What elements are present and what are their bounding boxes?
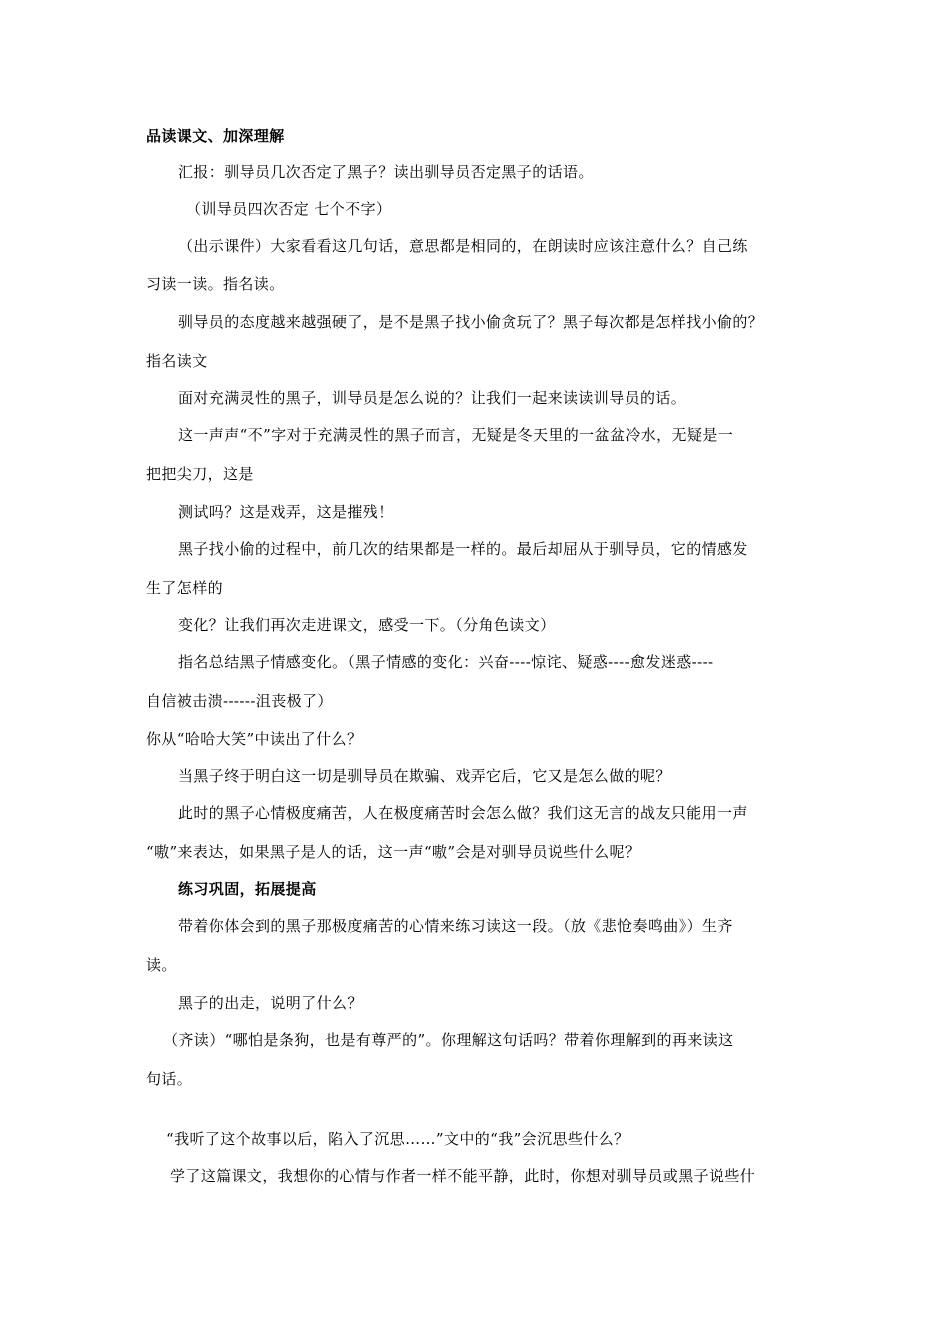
paragraph-role-reading: 变化？让我们再次走进课文，感受一下。（分角色读文）	[178, 616, 556, 634]
paragraph-deception: 当黑子终于明白这一切是驯导员在欺骗、戏弄它后，它又是怎么做的呢？	[178, 767, 671, 785]
paragraph-departure-question: 黑子的出走，说明了什么？	[178, 994, 363, 1012]
paragraph-test-question: 测试吗？这是戏弄，这是摧残！	[178, 503, 394, 521]
paragraph-face-spirit: 面对充满灵性的黑子，训导员是怎么说的？让我们一起来读读训导员的话。	[178, 389, 687, 407]
paragraph-attitude-line1: 驯导员的态度越来越强硬了，是不是黑子找小偷贪玩了？黑子每次都是怎样找小偷的？	[178, 313, 764, 331]
paragraph-emotion-change-line1: 指名总结黑子情感变化。（黑子情感的变化：兴奋----惊诧、疑惑----愈发迷惑----	[178, 653, 714, 671]
paragraph-pain-line2: “嗷”来表达，如果黑子是人的话，这一声“嗷”会是对驯导员说些什么呢？	[146, 843, 641, 861]
paragraph-pain-line1: 此时的黑子心情极度痛苦，人在极度痛苦时会怎么做？我们这无言的战友只能用一声	[178, 804, 748, 822]
paragraph-practice-reading-line2: 读。	[146, 956, 177, 974]
paragraph-practice-reading-line1: 带着你体会到的黑子那极度痛苦的心情来练习读这一段。（放《悲怆奏鸣曲》）生齐	[178, 917, 733, 935]
paragraph-dignity-line1: （齐读）“哪怕是条狗，也是有尊严的”。你理解这句话吗？带着你理解到的再来读这	[163, 1031, 734, 1049]
paragraph-slides-line1: （出示课件）大家看看这几句话，意思都是相同的，在朗读时应该注意什么？自己练	[178, 237, 748, 255]
paragraph-report: 汇报：驯导员几次否定了黑子？读出驯导员否定黑子的话语。	[178, 163, 594, 181]
section-heading-practice: 练习巩固，拓展提高	[178, 880, 317, 898]
paragraph-reflection: 学了这篇课文，我想你的心情与作者一样不能平静，此时，你想对驯导员或黑子说些什	[170, 1167, 756, 1185]
paragraph-cold-water-line1: 这一声声“不”字对于充满灵性的黑子而言，无疑是冬天里的一盆盆冷水，无疑是一	[178, 426, 734, 444]
paragraph-attitude-line2: 指名读文	[146, 352, 208, 370]
paragraph-process-line2: 生了怎样的	[146, 579, 224, 597]
paragraph-emotion-change-line2: 自信被击溃------沮丧极了）	[146, 692, 333, 710]
paragraph-dignity-line2: 句话。	[146, 1070, 193, 1088]
paragraph-laughter-question: 你从“哈哈大笑”中读出了什么？	[146, 730, 363, 748]
paragraph-slides-line2: 习读一读。指名读。	[146, 275, 285, 293]
paragraph-process-line1: 黑子找小偷的过程中，前几次的结果都是一样的。最后却屈从于驯导员，它的情感发	[178, 540, 748, 558]
paragraph-note-negations: （训导员四次否定 七个不字）	[186, 200, 392, 218]
paragraph-contemplation: “我听了这个故事以后，陷入了沉思……”文中的“我”会沉思些什么？	[166, 1130, 630, 1148]
paragraph-cold-water-line2: 把把尖刀，这是	[146, 465, 254, 483]
section-heading-read-deepen: 品读课文、加深理解	[146, 127, 285, 145]
